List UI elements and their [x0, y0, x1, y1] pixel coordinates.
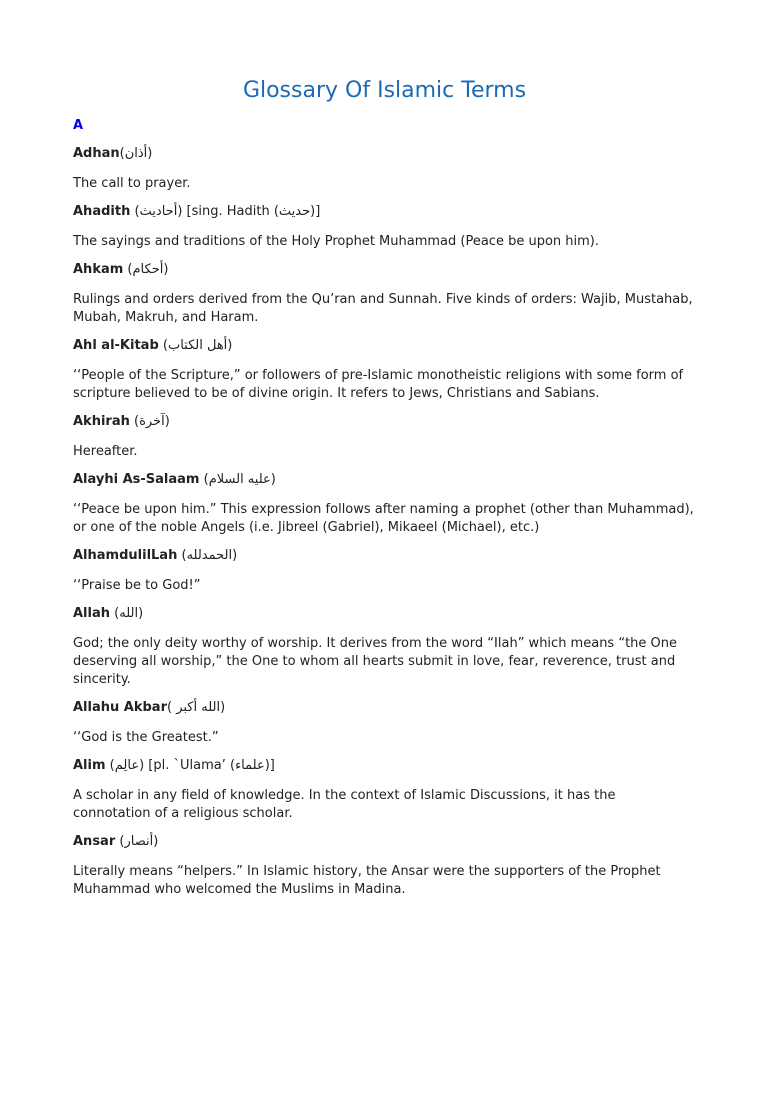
- entry-definition: ‘‘Praise be to God!”: [73, 578, 201, 593]
- entry-term: Allahu Akbar: [73, 700, 167, 715]
- entry-heading: [73, 757, 696, 775]
- entry-definition: The sayings and traditions of the Holy Prophet Muhammad (Peace be upon him).: [73, 234, 600, 249]
- entry-definition: The call to prayer.: [73, 176, 191, 191]
- glossary-entry: [73, 203, 696, 251]
- glossary-entry: [73, 471, 696, 537]
- entry-heading: [73, 605, 696, 623]
- page-title: Glossary Of Islamic Terms: [242, 78, 527, 103]
- entry-heading: [73, 145, 696, 163]
- entry-term: Ansar: [73, 834, 116, 849]
- entry-term: Ahadith: [73, 204, 131, 219]
- entry-heading: [73, 547, 696, 565]
- entry-term: Allah: [73, 606, 111, 621]
- entry-definition: Hereafter.: [73, 444, 138, 459]
- entry-heading: [73, 413, 696, 431]
- entry-term: Alim: [73, 758, 106, 773]
- entry-arabic: (أهل الكتاب): [158, 338, 233, 353]
- entry-heading: [73, 337, 696, 355]
- entry-arabic: (أحكام): [123, 262, 169, 277]
- entry-heading: [73, 833, 696, 851]
- glossary-entry: [73, 757, 696, 823]
- entry-definition: ‘‘God is the Greatest.”: [73, 730, 219, 745]
- entry-definition: God; the only deity worthy of worship. It derives from the word “Ilah” which means “the One deserving all worship,” the One to whom all hearts submit in love, fear, reverence, trust and sincerity.: [73, 636, 678, 687]
- entry-arabic: (أنصار): [115, 834, 159, 849]
- entry-term: AlhamdulilLah: [73, 548, 178, 563]
- entry-arabic: (عليه السلام): [199, 472, 276, 487]
- glossary-entry: [73, 413, 696, 461]
- entry-arabic: (الله): [110, 606, 144, 621]
- entry-heading: [73, 261, 696, 279]
- entry-term: Akhirah: [73, 414, 130, 429]
- glossary-entry: [73, 547, 696, 595]
- glossary-entry: [73, 699, 696, 747]
- glossary-entry: [73, 337, 696, 403]
- entry-heading: [73, 699, 696, 717]
- entry-arabic: ( الله أكبر): [166, 700, 226, 715]
- entry-definition: ‘‘People of the Scripture,” or followers of pre-Islamic monotheistic religions with some form of scripture believed to be of divine origin. It refers to Jews, Christians and Sabians.: [73, 368, 684, 401]
- entry-arabic: (أحاديث) [sing. Hadith (حديث)]: [130, 204, 321, 219]
- glossary-entry: [73, 261, 696, 327]
- entry-arabic: (الحمدلله): [177, 548, 238, 563]
- entry-arabic: (أذان): [119, 146, 153, 161]
- document-page: [0, 77, 768, 1101]
- entry-heading: [73, 471, 696, 489]
- glossary-entry: [73, 833, 696, 899]
- section-letter: A: [73, 118, 84, 133]
- entry-term: Ahl al-Kitab: [73, 338, 159, 353]
- entry-definition: ‘‘Peace be upon him.” This expression follows after naming a prophet (other than Muhammad), or one of the noble Angels (i.e. Jibreel (Gabriel), Mikaeel (Michael), etc.): [73, 502, 694, 535]
- entry-term: Ahkam: [73, 262, 124, 277]
- glossary-entry: [73, 605, 696, 689]
- entry-definition: Literally means “helpers.” In Islamic history, the Ansar were the supporters of the Prophet Muhammad who welcomed the Muslims in Madina.: [73, 864, 661, 897]
- entry-heading: [73, 203, 696, 221]
- entry-definition: Rulings and orders derived from the Qu’ran and Sunnah. Five kinds of orders: Wajib, Mustahab, Mubah, Makruh, and Haram.: [73, 292, 693, 325]
- glossary-entry: [73, 145, 696, 193]
- entry-definition: A scholar in any field of knowledge. In the context of Islamic Discussions, it has the connotation of a religious scholar.: [73, 788, 616, 821]
- entry-term: Alayhi As-Salaam: [73, 472, 200, 487]
- entry-arabic: (عالِم) [pl. `Ulama’ (علماء)]: [105, 758, 275, 773]
- entry-term: Adhan: [73, 146, 120, 161]
- entry-arabic: (آخرة): [129, 414, 170, 429]
